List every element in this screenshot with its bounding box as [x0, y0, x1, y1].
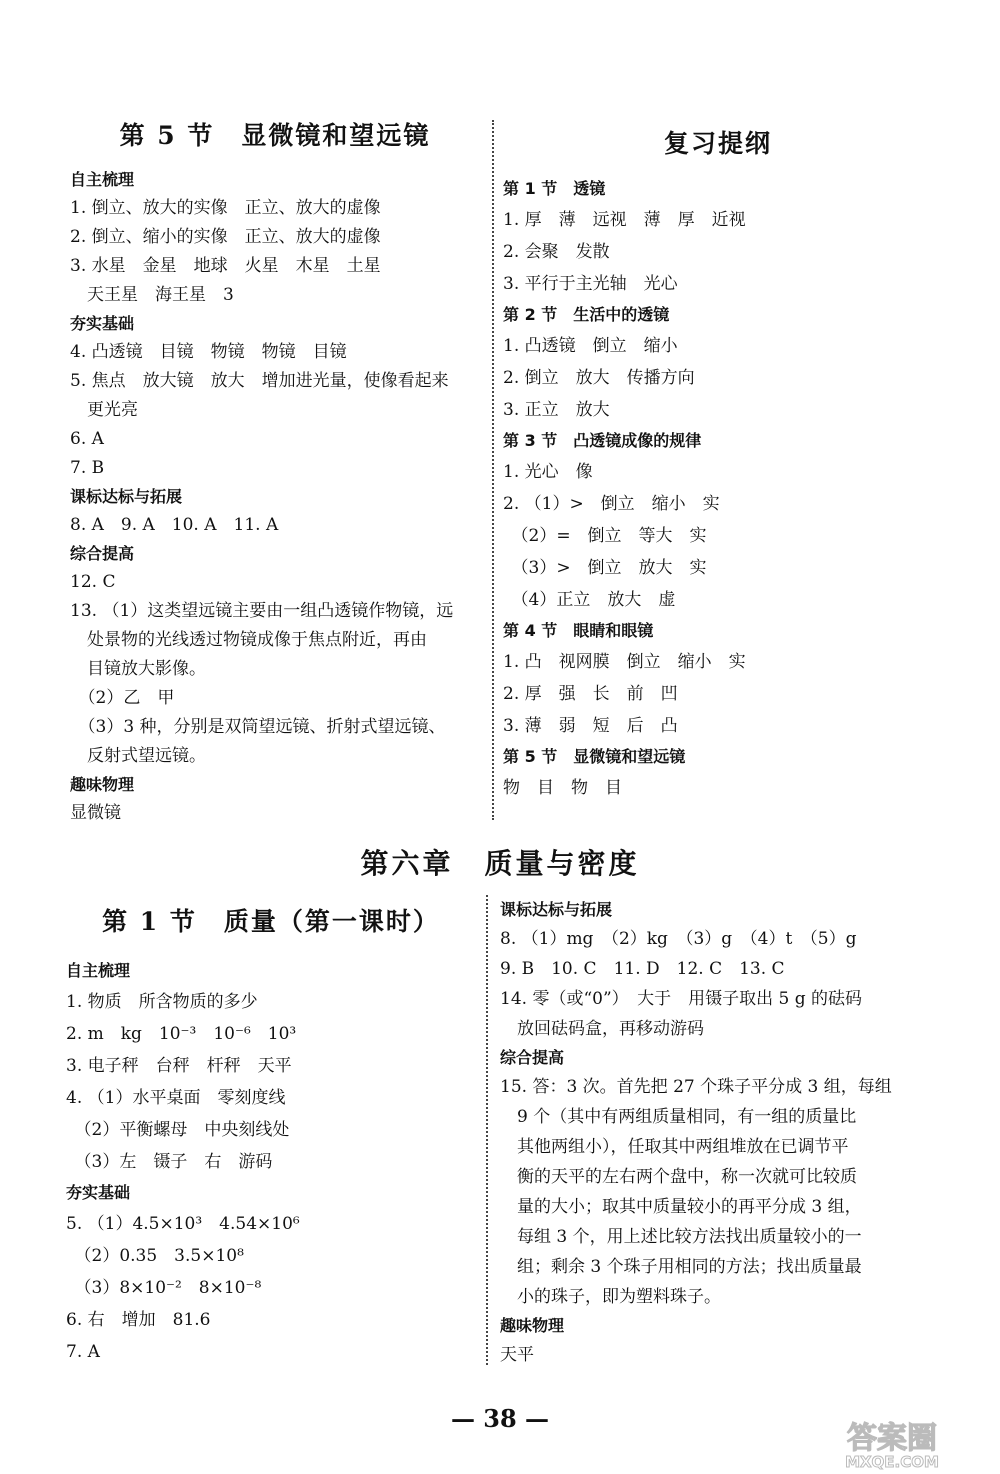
answer-line: 9. B 10. C 11. D 12. C 13. C [500, 959, 785, 979]
answer-line: 4. （1）水平桌面 零刻度线 [66, 1088, 286, 1108]
answer-line: 衡的天平的左右两个盘中，称一次就可比较质 [500, 1167, 857, 1187]
answer-line: 1. 倒立、放大的实像 正立、放大的虚像 [70, 198, 381, 218]
chapter-title: 第六章 质量与密度 [360, 847, 640, 880]
answer-line: 组；剩余 3 个珠子用相同的方法；找出质量最 [500, 1257, 862, 1277]
answer-line: 3. 水星 金星 地球 火星 木星 土星 [70, 256, 381, 276]
answer-line: 13. （1）这类望远镜主要由一组凸透镜作物镜，远 [70, 601, 454, 621]
answer-line: 2. （1）> 倒立 缩小 实 [503, 494, 720, 514]
answer-line: 1. 凸 视网膜 倒立 缩小 实 [503, 652, 746, 672]
section-heading: 夯实基础 [70, 314, 135, 333]
answer-line: 目镜放大影像。 [70, 659, 206, 679]
answer-line: 14. 零（或“0”） 大于 用镊子取出 5 g 的砝码 [500, 989, 863, 1009]
answer-line: （2）平衡螺母 中央刻线处 [66, 1120, 290, 1140]
answer-line: 12. C [70, 572, 116, 592]
answer-line: 2. 倒立 放大 传播方向 [503, 368, 695, 388]
right-top-column [503, 124, 933, 804]
answer-line: 量的大小；取其中质量较小的再平分成 3 组， [500, 1197, 862, 1217]
svg-text:答案圈: 答案圈 [847, 1421, 937, 1456]
answer-line: 1. 光心 像 [503, 462, 593, 482]
left-top-column [70, 116, 480, 828]
section-heading: 第 4 节 眼睛和眼镜 [503, 621, 654, 640]
answer-line: （3）左 镊子 右 游码 [66, 1152, 273, 1172]
section-heading: 第 5 节 显微镜和望远镜 [503, 747, 686, 766]
section-heading: 课标达标与拓展 [70, 487, 183, 506]
answer-line: （2）0.35 3.5×10⁸ [66, 1246, 244, 1266]
answer-line: （2）= 倒立 等大 实 [503, 526, 707, 546]
answer-line: 小的珠子，即为塑料珠子。 [500, 1287, 721, 1307]
answer-line: 反射式望远镜。 [70, 746, 206, 766]
answer-line: 6. 右 增加 81.6 [66, 1310, 211, 1330]
answer-line: 2. 会聚 发散 [503, 242, 610, 262]
section-heading: 第 3 节 凸透镜成像的规律 [503, 431, 702, 450]
answer-line: 3. 电子秤 台秤 杆秤 天平 [66, 1056, 292, 1076]
answer-line: （3）8×10⁻² 8×10⁻⁸ [66, 1278, 262, 1298]
answer-line: 9 个（其中有两组质量相同，有一组的质量比 [500, 1107, 857, 1127]
answer-line: 更光亮 [70, 400, 138, 420]
answer-line: 2. m kg 10⁻³ 10⁻⁶ 10³ [66, 1024, 297, 1044]
left-bottom-column [66, 902, 476, 1368]
answer-line: 3. 薄 弱 短 后 凸 [503, 716, 678, 736]
answer-line: 每组 3 个，用上述比较方法找出质量较小的一 [500, 1227, 862, 1247]
page-number: — 38 — [450, 1404, 550, 1433]
answer-line: 处景物的光线透过物镜成像于焦点附近，再由 [70, 630, 427, 650]
answer-line: 3. 正立 放大 [503, 400, 610, 420]
answer-line: 天王星 海王星 3 [70, 285, 234, 305]
answer-line: 1. 凸透镜 倒立 缩小 [503, 336, 678, 356]
answer-line: 7. A [66, 1342, 100, 1362]
answer-line: 2. 厚 强 长 前 凹 [503, 684, 678, 704]
answer-line: 1. 厚 薄 远视 薄 厚 近视 [503, 210, 746, 230]
watermark-logo [792, 1418, 992, 1470]
svg-text:MXQE.COM: MXQE.COM [845, 1453, 939, 1470]
section-heading: 夯实基础 [66, 1183, 131, 1202]
right-bottom-column [500, 896, 930, 1370]
answer-line: 6. A [70, 429, 104, 449]
answer-line: 7. B [70, 458, 105, 478]
section-heading: 趣味物理 [500, 1316, 565, 1335]
section-heading: 课标达标与拓展 [500, 900, 613, 919]
section-heading: 第 1 节 透镜 [503, 179, 606, 198]
answer-line: （3）> 倒立 放大 实 [503, 558, 707, 578]
section-heading: 趣味物理 [70, 775, 135, 794]
section-heading: 综合提高 [500, 1048, 565, 1067]
answer-line: （2）乙 甲 [70, 688, 175, 708]
section-heading: 自主梳理 [66, 961, 131, 980]
answer-line: 8. A 9. A 10. A 11. A [70, 515, 279, 535]
column-divider-top [492, 120, 494, 820]
answer-line: 物 目 物 目 [503, 778, 622, 798]
section-heading: 自主梳理 [70, 170, 135, 189]
answer-line: 其他两组小），任取其中两组堆放在已调节平 [500, 1137, 849, 1157]
answer-line: 5. 焦点 放大镜 放大 增加进光量，使像看起来 [70, 371, 449, 391]
answer-line: （3）3 种，分别是双筒望远镜、折射式望远镜、 [70, 717, 446, 737]
answer-line: 15. 答：3 次。首先把 27 个珠子平分成 3 组，每组 [500, 1077, 892, 1097]
answer-line: 3. 平行于主光轴 光心 [503, 274, 678, 294]
review-title: 复习提纲 [663, 129, 772, 158]
answer-line: 1. 物质 所含物质的多少 [66, 992, 258, 1012]
column-divider-bottom [486, 895, 488, 1365]
answer-line: 4. 凸透镜 目镜 物镜 物镜 目镜 [70, 342, 347, 362]
answer-line: （4）正立 放大 虚 [503, 590, 676, 610]
section-heading: 第 2 节 生活中的透镜 [503, 305, 670, 324]
answer-line: 天平 [500, 1345, 534, 1365]
answer-line: 显微镜 [70, 803, 121, 823]
answer-line: 8. （1）mg （2）kg （3）g （4）t （5）g [500, 929, 857, 949]
answer-line: 2. 倒立、缩小的实像 正立、放大的虚像 [70, 227, 381, 247]
section-heading: 综合提高 [70, 544, 135, 563]
section-title-mass: 第 1 节 质量（第一课时） [102, 907, 440, 936]
answer-line: 5. （1）4.5×10³ 4.54×10⁶ [66, 1214, 300, 1234]
answer-line: 放回砝码盒，再移动游码 [500, 1019, 704, 1039]
section-title: 第 5 节 显微镜和望远镜 [119, 121, 431, 150]
